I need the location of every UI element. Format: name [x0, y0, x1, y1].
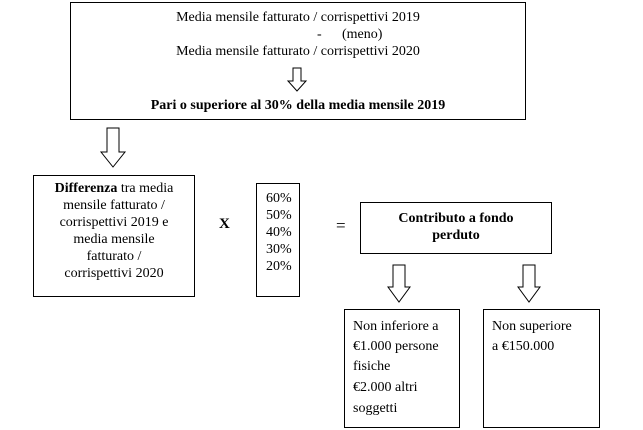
down-arrow-icon — [288, 68, 306, 92]
minimum-line-4: €2.000 altri — [353, 380, 418, 395]
percentage-20: 20% — [266, 259, 292, 274]
difference-box — [33, 175, 195, 297]
multiply-sign: X — [219, 216, 230, 232]
percentages-box — [256, 183, 300, 297]
minimum-line-2: €1.000 persone — [353, 339, 439, 354]
difference-line-5: fatturato / — [86, 249, 142, 264]
maximum-line-1: Non superiore — [492, 319, 572, 334]
down-arrow-icon — [387, 265, 411, 303]
difference-line-6: corrispettivi 2020 — [64, 266, 164, 281]
top-formula-box — [70, 2, 526, 120]
contribution-box — [360, 202, 552, 254]
threshold-result: Pari o superiore al 30% della media mensile 2019 — [150, 98, 446, 113]
minimum-amount-box — [344, 309, 460, 428]
minimum-line-1: Non inferiore a — [353, 319, 439, 334]
percentage-30: 30% — [266, 242, 292, 257]
contribution-line-1: Contributo a fondo — [398, 211, 514, 226]
minus-dash: - — [317, 27, 322, 42]
top-line-2020: Media mensile fatturato / corrispettivi 2020 — [176, 44, 420, 59]
down-arrow-icon — [517, 265, 541, 303]
maximum-amount-box — [483, 309, 600, 428]
minimum-line-5: soggetti — [353, 401, 398, 416]
difference-line-3: corrispettivi 2019 e — [59, 215, 169, 230]
equals-sign: = — [336, 216, 346, 235]
difference-line-4: media mensile — [73, 232, 155, 247]
percentage-60: 60% — [266, 191, 292, 206]
minus-label: (meno) — [342, 27, 383, 42]
difference-line-2: mensile fatturato / — [63, 198, 165, 213]
contribution-line-2: perduto — [432, 228, 480, 243]
minimum-line-3: fisiche — [353, 359, 391, 374]
top-line-2019: Media mensile fatturato / corrispettivi 2019 — [176, 10, 420, 25]
difference-line-1: Differenza tra media — [54, 181, 174, 196]
maximum-line-2: a €150.000 — [492, 339, 555, 354]
percentage-40: 40% — [266, 225, 292, 240]
percentage-50: 50% — [266, 208, 292, 223]
down-arrow-icon — [100, 128, 126, 168]
